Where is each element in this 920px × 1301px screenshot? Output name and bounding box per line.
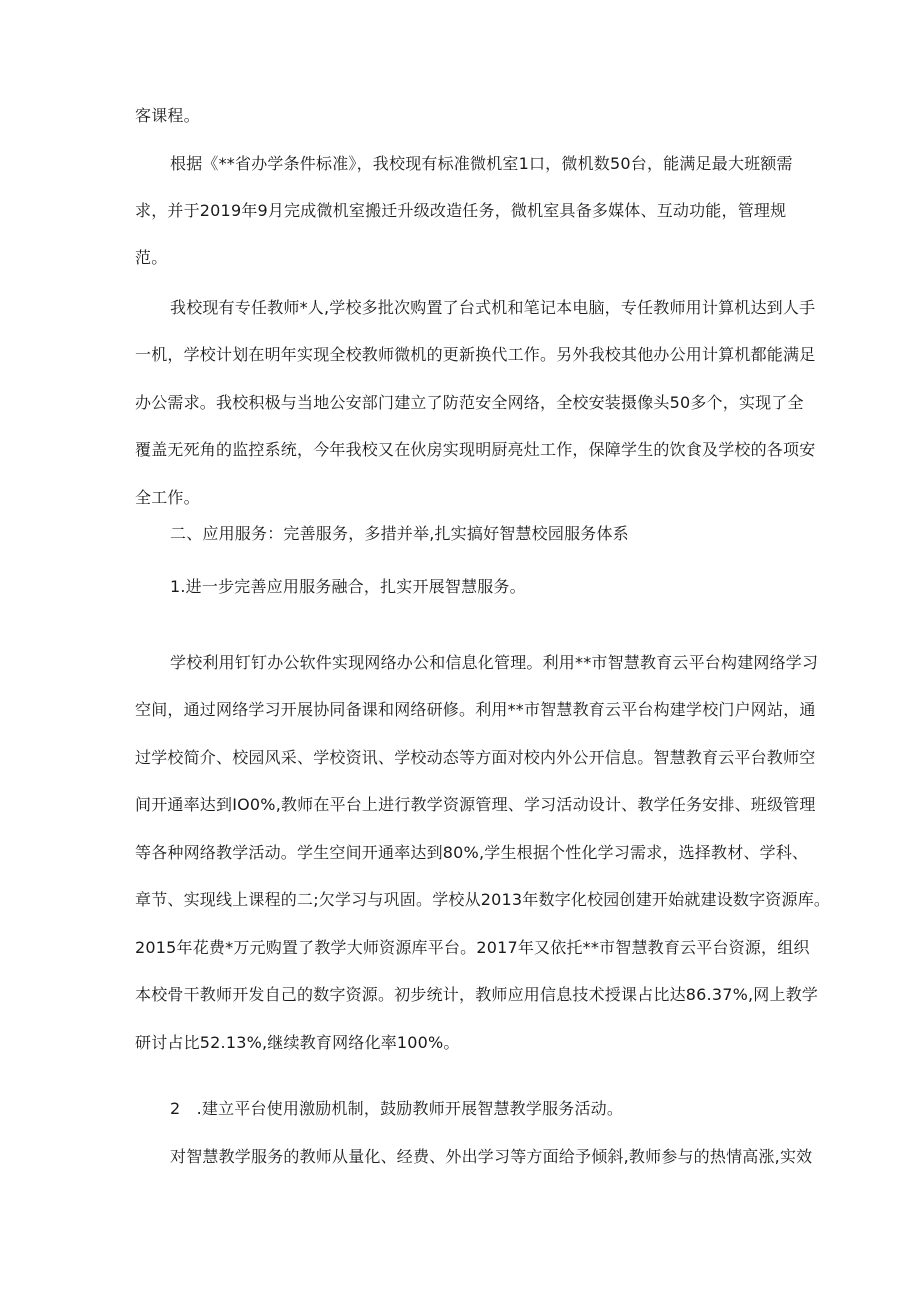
text-line: 对智慧教学服务的教师从量化、经费、外出学习等方面给予倾斜,教师参与的热情高涨,实效 [170, 1147, 813, 1166]
text-line: 覆盖无死角的监控系统，今年我校又在伙房实现明厨亮灶工作，保障学生的饮食及学校的各项安 [135, 440, 816, 459]
subsection-heading: 1.进一步完善应用服务融合，扎实开展智慧服务。 [170, 577, 526, 596]
text-line: 求，并于2019年9月完成微机室搬迁升级改造任务，微机室具备多媒体、互动功能，管理规 [135, 201, 787, 220]
text-line: 研讨占比52.13%,继续教育网络化率100%。 [135, 1033, 460, 1052]
text-line: 本校骨干教师开发自己的数字资源。初步统计，教师应用信息技术授课占比达86.37%,网上教学 [135, 985, 819, 1004]
text-line: 过学校简介、校园风采、学校资讯、学校动态等方面对校内外公开信息。智慧教育云平台教师空 [135, 748, 816, 767]
text-line: 学校利用钉钉办公软件实现网络办公和信息化管理。利用**市智慧教育云平台构建网络学习 [170, 653, 819, 672]
text-line: 范。 [135, 248, 168, 267]
text-line: 2015年花费*万元购置了教学大师资源库平台。2017年又依托**市智慧教育云平台资源，组织 [135, 938, 810, 957]
section-heading: 二、应用服务：完善服务，多措并举,扎实搞好智慧校园服务体系 [170, 524, 629, 543]
subsection-heading: 2 .建立平台使用激励机制，鼓励教师开展智慧教学服务活动。 [170, 1099, 624, 1118]
text-line: 我校现有专任教师*人,学校多批次购置了台式机和笔记本电脑，专任教师用计算机达到人手 [170, 298, 816, 317]
text-line: 根据《**省办学条件标准》，我校现有标准微机室1口，微机数50台，能满足最大班额需 [170, 154, 793, 173]
text-line: 章节、实现线上课程的二;欠学习与巩固。学校从2013年数字化校园创建开始就建设数字资源库。 [135, 890, 831, 909]
text-line: 一机，学校计划在明年实现全校教师微机的更新换代工作。另外我校其他办公用计算机都能满足 [135, 345, 816, 364]
text-line: 等各种网络教学活动。学生空间开通率达到80%,学生根据个性化学习需求，选择教材、学科、 [135, 843, 809, 862]
text-line: 空间，通过网络学习开展协同备课和网络研修。利用**市智慧教育云平台构建学校门户网站，通 [135, 700, 816, 719]
text-line: 间开通率达到IO0%,教师在平台上进行教学资源管理、学习活动设计、教学任务安排、班级管理 [135, 795, 816, 814]
text-line: 客课程。 [135, 106, 200, 125]
text-line: 办公需求。我校积极与当地公安部门建立了防范安全网络，全校安装摄像头50多个，实现了全 [135, 393, 804, 412]
text-line: 全工作。 [135, 488, 200, 507]
